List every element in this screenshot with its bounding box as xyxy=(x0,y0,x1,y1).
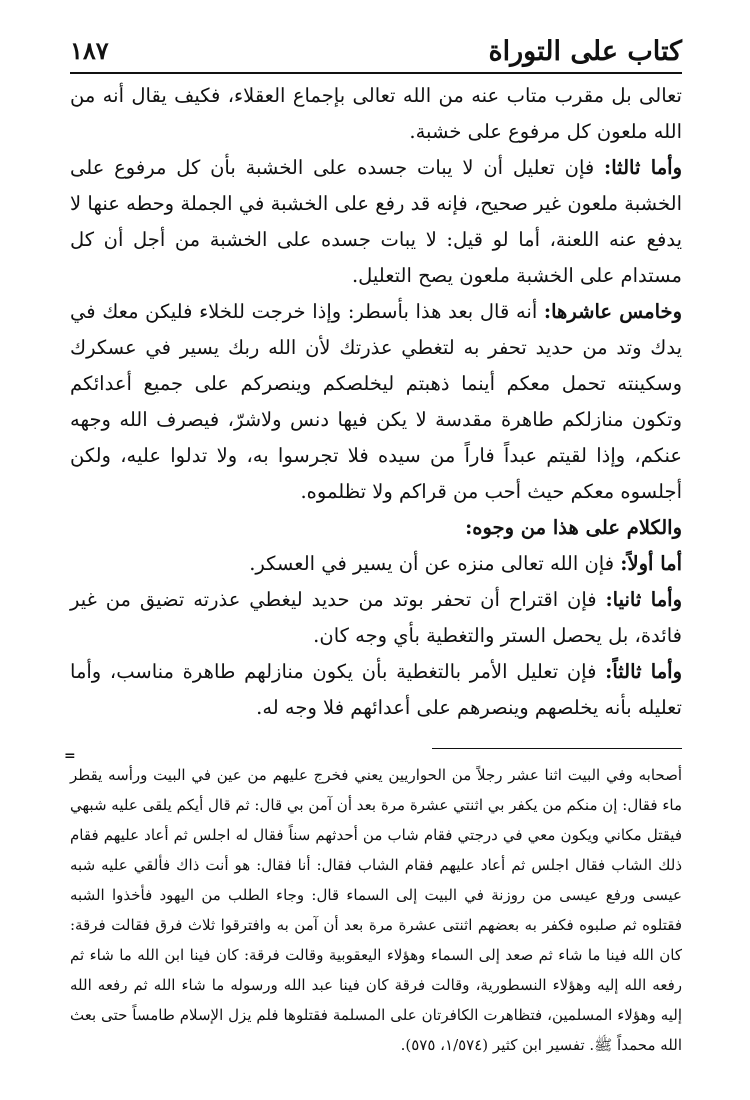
paragraph: أما أولاً: فإن الله تعالى منزه عن أن يسير في العسكر. xyxy=(249,552,682,575)
page-number: ١٨٧ xyxy=(70,36,109,65)
main-text xyxy=(70,78,682,726)
paragraph: وأما ثالثا: فإن تعليل أن لا يبات جسده على الخشبة بأن كل مرفوع على الخشبة ملعون غير صحيح، فإنه قد رفع على الخشبة في الجملة وحطه عنها لا يدفع عنه اللعنة، أما لو قيل: لا يبات جسده على الخشبة من أجل أن كل مستدام على الخشبة ملعون يصح التعليل. xyxy=(70,156,683,287)
section-heading: والكلام على هذا من وجوه: xyxy=(465,516,682,539)
paragraph: وأما ثانيا: فإن اقتراح أن تحفر بوتد من حديد ليغطي عذرته تضيق من غير فائدة، بل يحصل الستر والتغطية بأي وجه كان. xyxy=(70,588,682,647)
point-heading: وأما ثانيا: xyxy=(605,588,682,611)
continuation-mark: = xyxy=(64,748,76,764)
page-header xyxy=(70,30,682,74)
paragraph: تعالى بل مقرب متاب عنه من الله تعالى بإجماع العقلاء، فكيف يقال أنه من الله ملعون كل مرفوع على خشبة. xyxy=(70,84,682,143)
running-title: كتاب على التوراة xyxy=(488,36,682,67)
paragraph: وخامس عاشرها: أنه قال بعد هذا بأسطر: وإذا خرجت للخلاء فليكن معك في يدك وتد من حديد تحفر به لتغطي عذرتك لأن الله ربك يسير في عسكرك وسكينته تحمل معكم أينما ذهبتم ليخلصكم وينصركم على جميع أعدائكم وتكون منازلكم طاهرة مقدسة لا يكن فيها دنس ولاشرّ، فيصرف الله وجهه عنكم، وإذا لقيتم عبداً فاراً من سيده فلا تجرسوا به، ولا تدلوا عليه، ولكن أجلسوه معكم حيث أحب من قراكم ولا تظلموه. xyxy=(70,300,682,503)
separator-line xyxy=(432,748,682,749)
point-heading: وأما ثالثا: xyxy=(604,156,683,179)
point-heading: وأما ثالثاً: xyxy=(605,660,683,683)
point-heading: وخامس عاشرها: xyxy=(543,300,682,323)
footnote-separator xyxy=(64,726,682,764)
footnote xyxy=(70,760,682,1060)
point-heading: أما أولاً: xyxy=(620,552,682,575)
footnote-text: أصحابه وفي البيت اثنا عشر رجلاً من الحواريين يعني فخرج عليهم من عين في البيت ورأسه يقطر ماء فقال: إن منكم من يكفر بي اثنتي عشرة مرة بعد أن آمن بي قال: ثم قال أيكم يلقى عليه شبهي فيقتل مكاني ويكون معي في درجتي فقام شاب من أحدثهم سناً فقال له اجلس ثم أعاد عليهم فقام ذلك الشاب فقال اجلس ثم أعاد عليهم فقام الشاب فقال: أنا فقال: هو أنت ذاك فألقي عليه شبه عيسى ورفع عيسى من روزنة في البيت إلى السماء قال: وجاء الطلب من اليهود فأخذوا الشبه فقتلوه ثم صلبوه فكفر به بعضهم اثنتى عشرة مرة بعد أن آمن به وافترقوا ثلاث فرق فقالت فرقة: كان الله فينا ما شاء ثم صعد إلى السماء وهؤلاء اليعقوبية وقالت فرقة: كان فينا ابن الله ما شاء ثم رفعه الله إليه وهؤلاء النسطورية، وقالت فرقة كان فينا عبد الله ورسوله ما شاء الله ثم رفعه الله إليه وهؤلاء المسلمين، فتظاهرت الكافرتان على المسلمة فقتلوها فلم يزل الإسلام طامساً حتى بعث الله محمداً ﷺ. تفسير ابن كثير (١/٥٧٤، ٥٧٥). xyxy=(70,766,682,1054)
book-page xyxy=(64,30,683,1070)
paragraph: وأما ثالثاً: فإن تعليل الأمر بالتغطية بأن يكون منازلهم طاهرة مناسب، وأما تعليله بأنه يخلصهم وينصرهم على أعدائهم فلا وجه له. xyxy=(70,660,683,719)
